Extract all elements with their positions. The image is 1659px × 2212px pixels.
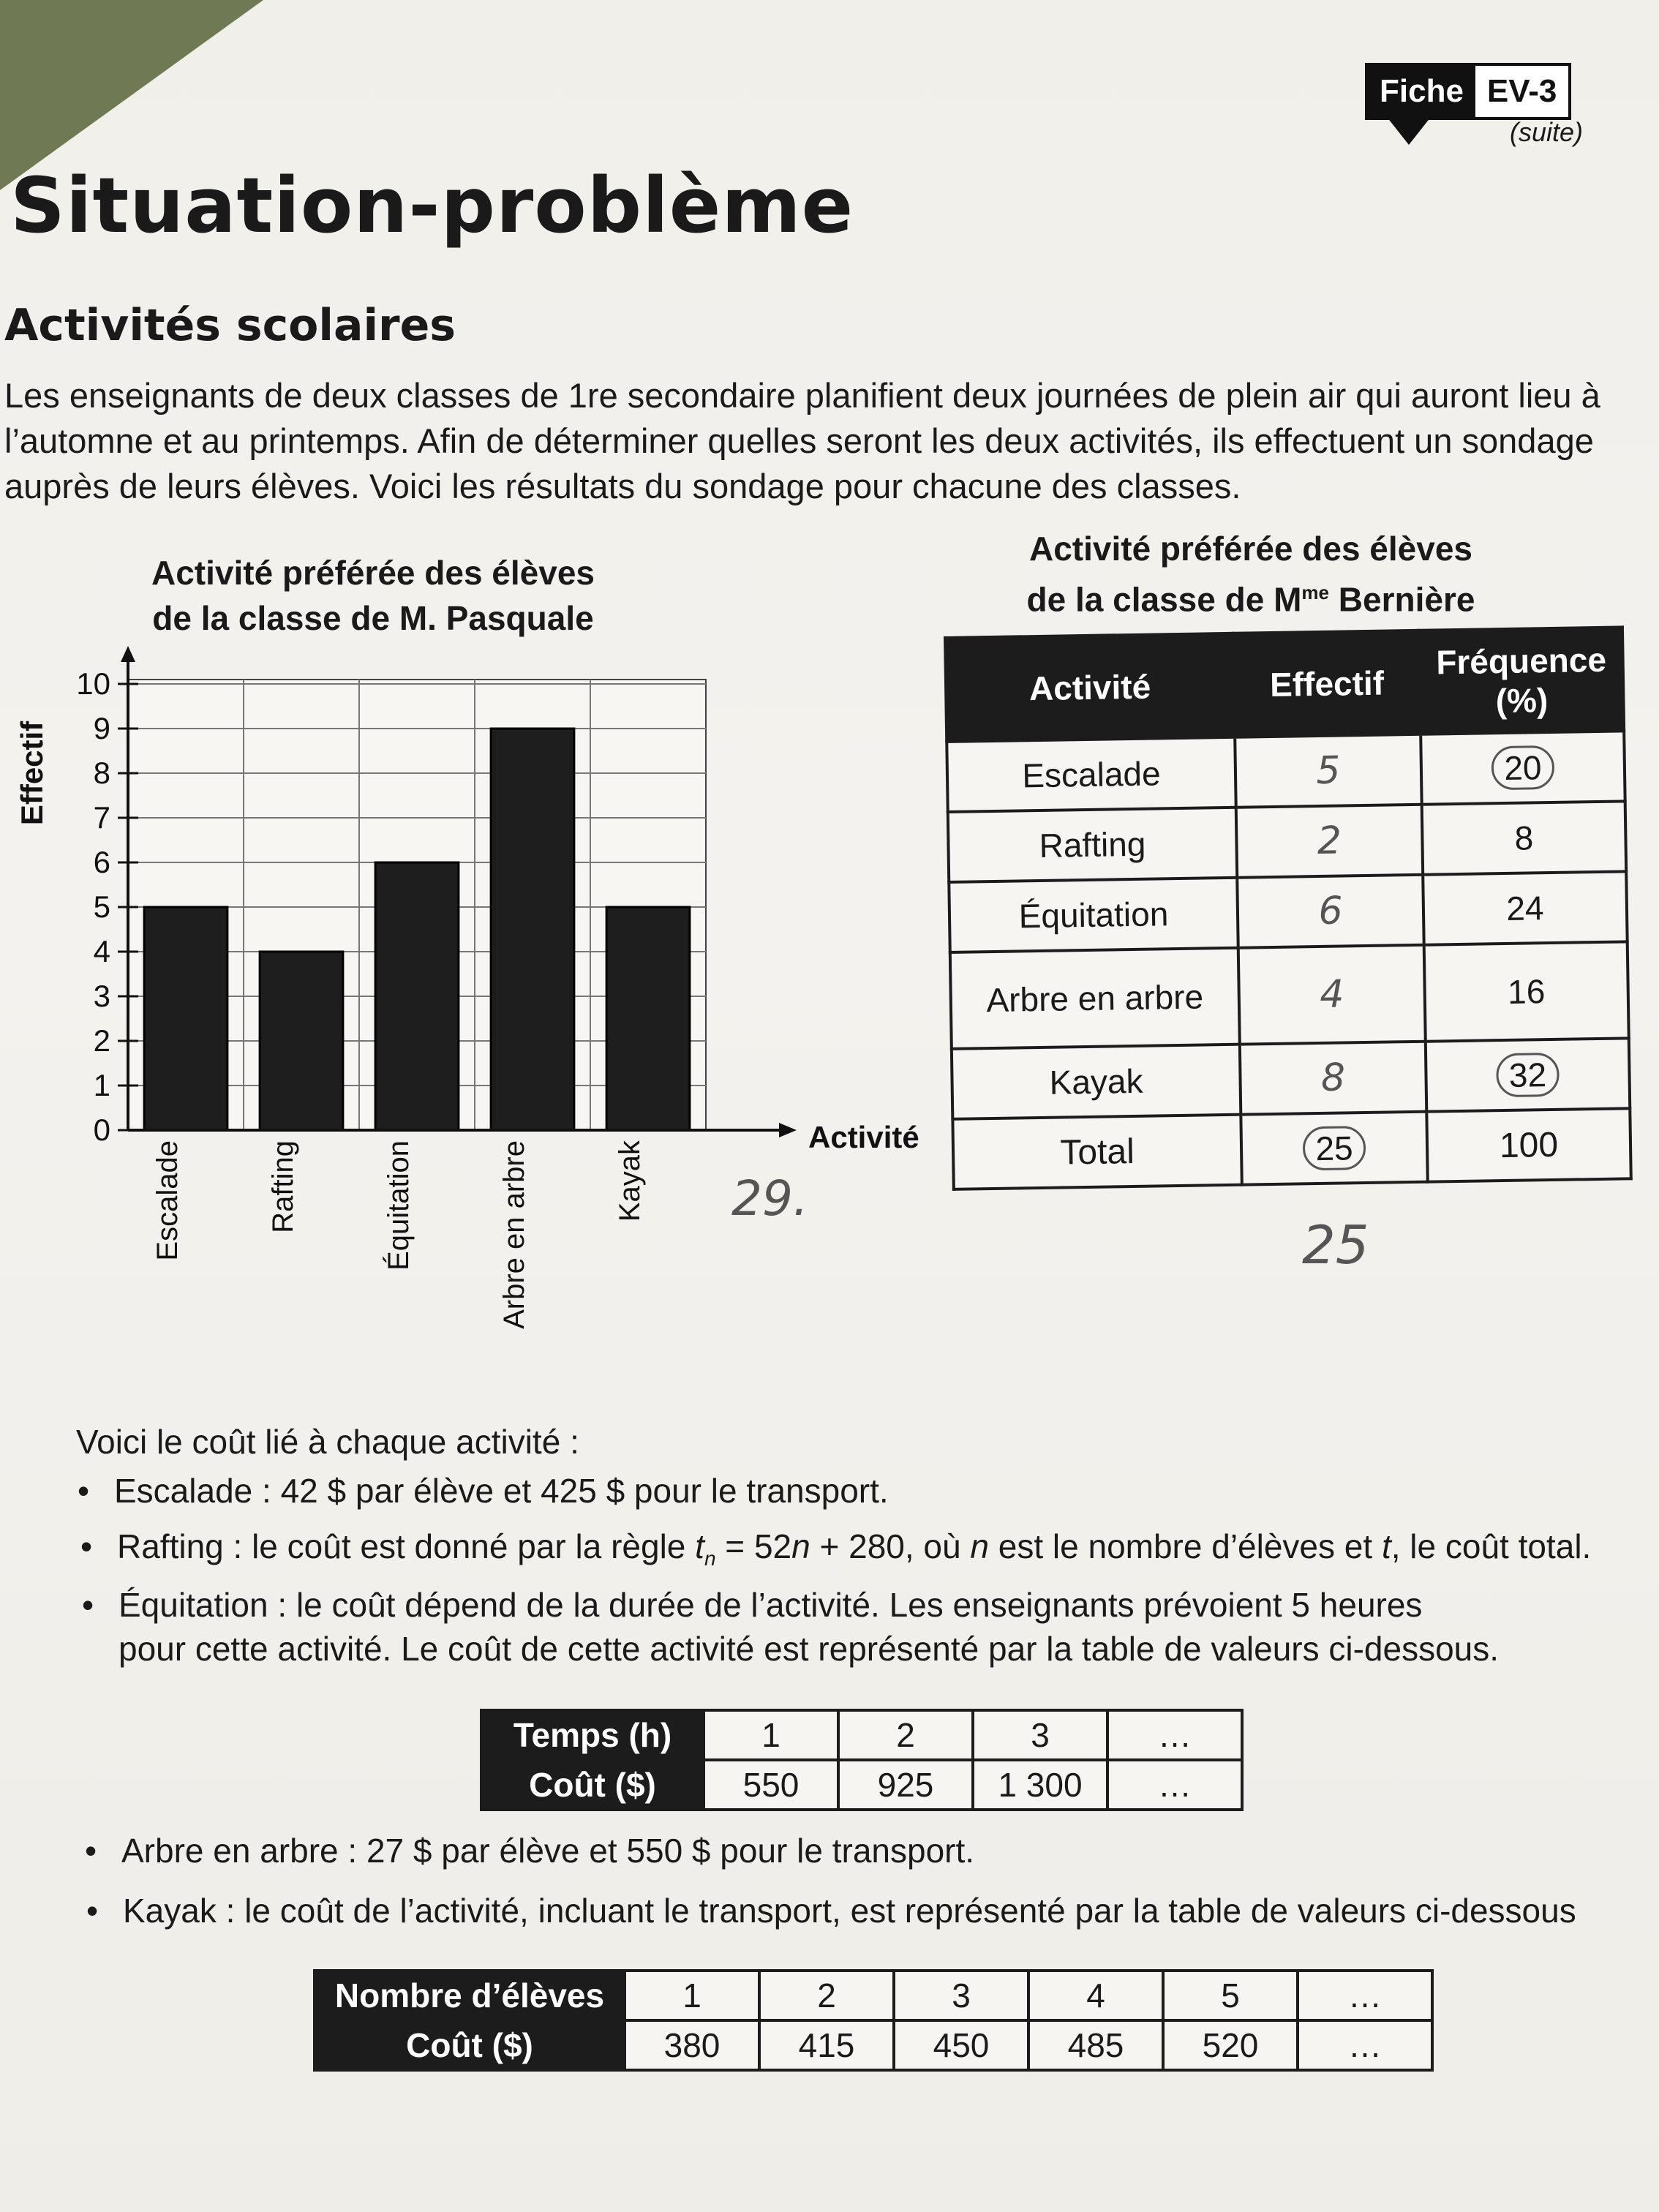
chart-handwritten-note: 29. bbox=[731, 1170, 808, 1227]
table-cell: … bbox=[1107, 1710, 1242, 1760]
table-title-line2: de la classe de $M^{me}$ Bernière bbox=[1026, 580, 1475, 619]
table-cell: 2 bbox=[838, 1710, 973, 1760]
y-axis-label: Effectif bbox=[15, 721, 49, 826]
costs-intro: Voici le coût lié à chaque activité : bbox=[76, 1423, 579, 1461]
table-cell: … bbox=[1107, 1760, 1242, 1810]
cell-activite: Escalade bbox=[947, 737, 1235, 812]
section-title: Activités scolaires bbox=[4, 300, 456, 351]
cell-effectif: 6 bbox=[1237, 875, 1423, 948]
kayak-table bbox=[313, 1969, 1434, 2072]
x-tick-label: Kayak bbox=[614, 1140, 646, 1222]
cell-frequence: 32 bbox=[1426, 1038, 1630, 1111]
cell-total-frequence: 100 bbox=[1426, 1108, 1630, 1181]
cell-frequence: 24 bbox=[1423, 871, 1627, 944]
bar bbox=[144, 907, 227, 1130]
table-row-total bbox=[952, 1108, 1630, 1189]
table-cell: … bbox=[1298, 2020, 1432, 2070]
chart-title-line2: de la classe de M. Pasquale bbox=[152, 599, 594, 637]
cell-activite: Arbre en arbre bbox=[950, 948, 1240, 1049]
table-cell: 1 bbox=[704, 1710, 838, 1760]
cell-total-label: Total bbox=[952, 1115, 1241, 1189]
bullet-icon: • bbox=[78, 1472, 90, 1510]
table-cell: 925 bbox=[838, 1760, 973, 1810]
x-tick-label: Équitation bbox=[383, 1140, 415, 1271]
y-tick-label: 6 bbox=[93, 845, 110, 879]
x-axis-label: Activité bbox=[808, 1120, 919, 1154]
y-tick-label: 0 bbox=[93, 1113, 110, 1147]
x-tick-label: Rafting bbox=[267, 1140, 299, 1233]
table-cell: … bbox=[1298, 1971, 1432, 2020]
cell-activite: Kayak bbox=[952, 1045, 1241, 1119]
bullet-icon: • bbox=[82, 1586, 94, 1624]
table-row bbox=[948, 801, 1626, 882]
y-tick-label: 2 bbox=[93, 1023, 110, 1058]
table-cell: 1 bbox=[625, 1971, 759, 2020]
table-cell: 520 bbox=[1163, 2020, 1298, 2070]
y-tick-label: 4 bbox=[93, 934, 110, 968]
table-cell: 380 bbox=[625, 2020, 759, 2070]
bullet-icon: • bbox=[85, 1832, 97, 1870]
cell-total-effectif: 25 bbox=[1241, 1112, 1427, 1185]
y-tick-label: 3 bbox=[93, 979, 110, 1013]
table-cell: 485 bbox=[1028, 2020, 1163, 2070]
table-title-line1: Activité préférée des élèves bbox=[1028, 530, 1473, 568]
chart-title bbox=[110, 550, 636, 641]
y-tick-label: 1 bbox=[93, 1068, 110, 1102]
fiche-code: EV-3 bbox=[1486, 73, 1557, 109]
row-label: Nombre d’élèves bbox=[315, 1971, 625, 2020]
row-label: Coût ($) bbox=[315, 2020, 625, 2070]
bullet-icon: • bbox=[80, 1527, 93, 1565]
table-cell: 1 300 bbox=[973, 1760, 1107, 1810]
x-tick-label: Escalade bbox=[151, 1140, 184, 1261]
table-row bbox=[950, 941, 1629, 1049]
x-axis-arrow-icon bbox=[779, 1123, 797, 1137]
cell-activite: Rafting bbox=[948, 808, 1237, 882]
page-title: Situation-problème bbox=[10, 161, 854, 250]
table-cell: 415 bbox=[759, 2020, 894, 2070]
cell-activite: Équitation bbox=[949, 878, 1238, 952]
cell-frequence: 8 bbox=[1422, 801, 1626, 874]
table-row bbox=[949, 871, 1627, 952]
cell-effectif: 4 bbox=[1238, 945, 1426, 1045]
y-tick-label: 5 bbox=[93, 889, 110, 924]
bullet-equitation: • Équitation : le coût dépend de la durée de l’activité. Les enseignants prévoient 5 heures pour cette activité. Le coût de cette activité est représenté par la table de valeurs ci-dessous. bbox=[118, 1583, 1647, 1671]
table-cell: 450 bbox=[894, 2020, 1028, 2070]
table-cell: 550 bbox=[704, 1760, 838, 1810]
bullet-icon: • bbox=[86, 1892, 99, 1930]
cell-effectif: 8 bbox=[1240, 1042, 1426, 1115]
bullet-escalade: • Escalade : 42 $ par élève et 425 $ pour le transport. bbox=[114, 1469, 889, 1513]
table-row bbox=[947, 731, 1625, 812]
bar bbox=[491, 729, 574, 1130]
bullet-kayak: • Kayak : le coût de l’activité, incluant le transport, est représenté par la table de valeurs ci-dessous bbox=[123, 1889, 1656, 1933]
x-tick-label: Arbre en arbre bbox=[498, 1140, 530, 1329]
table-cell: 3 bbox=[894, 1971, 1028, 2020]
table-row bbox=[952, 1038, 1630, 1119]
y-tick-label: 10 bbox=[76, 666, 110, 701]
header-frequence: Fréquence (%) bbox=[1419, 627, 1624, 734]
intro-paragraph: Les enseignants de deux classes de 1re secondaire planifient deux journées de plein air qui auront lieu à l’automne et au printemps. Afin de déterminer quelles seront les deux activités, ils effectuent un sondage auprès de leurs élèves. Voici les résultats du sondage pour chacune des classes. bbox=[4, 376, 1600, 505]
cell-effectif: 5 bbox=[1235, 734, 1421, 808]
bar-chart bbox=[0, 644, 919, 1361]
y-axis-arrow-icon bbox=[121, 646, 135, 662]
bullet-arbre: • Arbre en arbre : 27 $ par élève et 550 $ pour le transport. bbox=[121, 1829, 974, 1873]
bar bbox=[606, 907, 690, 1130]
fiche-badge bbox=[1365, 63, 1571, 120]
frequency-table bbox=[944, 625, 1633, 1191]
table-cell: 4 bbox=[1028, 1971, 1163, 2020]
fiche-label: Fiche bbox=[1368, 66, 1475, 117]
bullet-rafting: • Rafting : le coût est donné par la règle $t_n = 52n + 280$, où n est le nombre d’élèves et t, le coût total. bbox=[117, 1524, 1653, 1581]
table-title bbox=[973, 527, 1529, 621]
header-effectif: Effectif bbox=[1233, 631, 1421, 737]
cell-frequence: 16 bbox=[1424, 941, 1629, 1041]
table-handwritten-note: 25 bbox=[1302, 1214, 1369, 1276]
equitation-table bbox=[480, 1709, 1244, 1811]
y-tick-label: 9 bbox=[93, 711, 110, 745]
table-cell: 3 bbox=[973, 1710, 1107, 1760]
row-label: Temps (h) bbox=[481, 1710, 704, 1760]
badge-pointer-icon bbox=[1387, 117, 1431, 145]
header-activite: Activité bbox=[945, 633, 1235, 742]
cell-frequence: 20 bbox=[1421, 731, 1625, 804]
bar bbox=[260, 952, 343, 1130]
cell-effectif: 2 bbox=[1236, 805, 1423, 878]
row-label: Coût ($) bbox=[481, 1760, 704, 1810]
table-cell: 5 bbox=[1163, 1971, 1298, 2020]
table-cell: 2 bbox=[759, 1971, 894, 2020]
y-tick-label: 7 bbox=[93, 800, 110, 835]
bar bbox=[375, 862, 459, 1130]
suite-label: (suite) bbox=[1510, 117, 1584, 147]
y-tick-label: 8 bbox=[93, 756, 110, 790]
chart-title-line1: Activité préférée des élèves bbox=[151, 554, 595, 592]
